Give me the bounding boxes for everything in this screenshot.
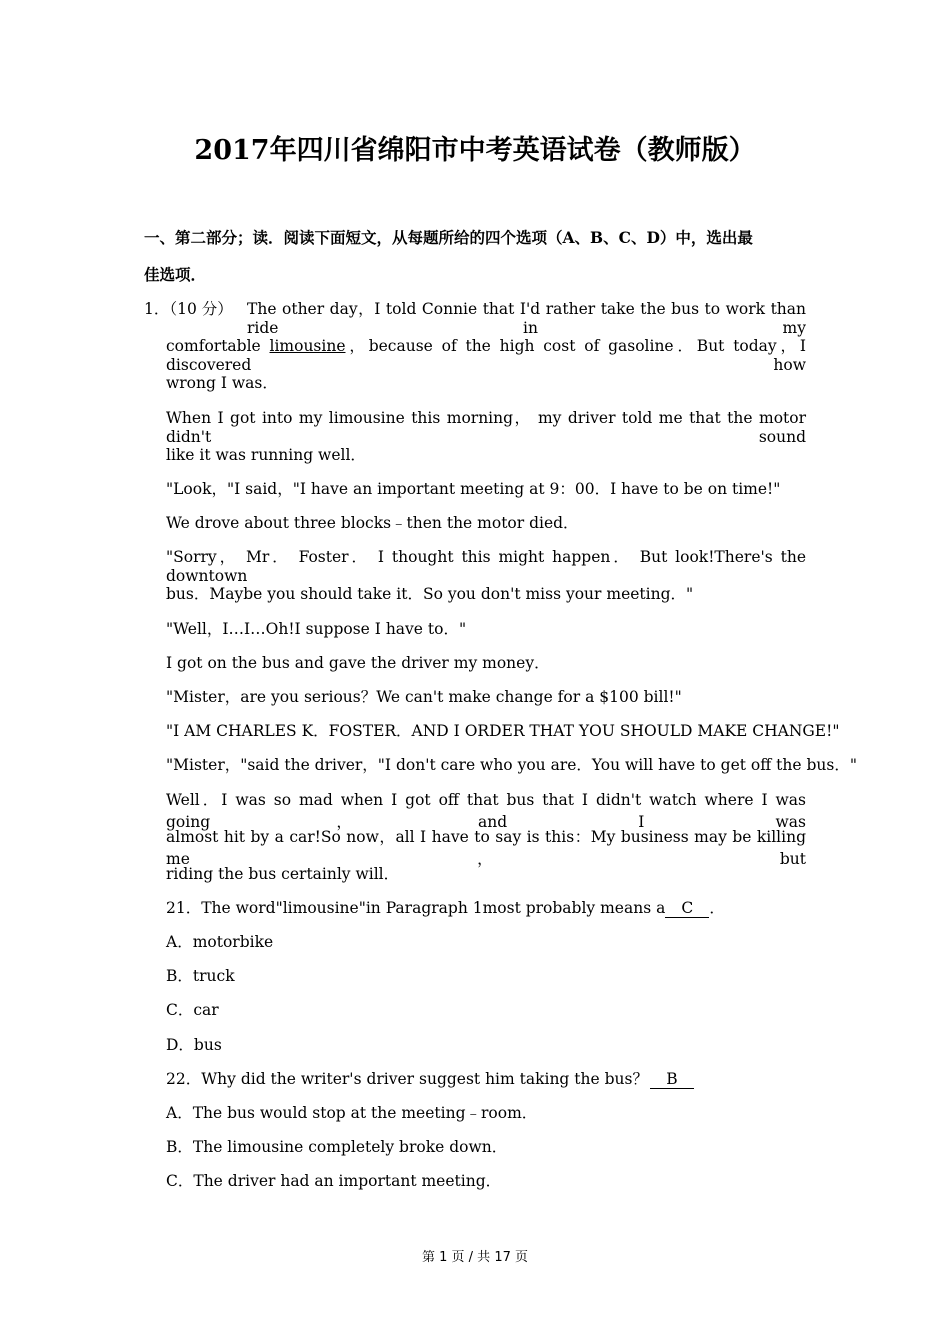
section-heading-line1: 一、第二部分；读．阅读下面短文，从每题所给的四个选项（A、B、C、D）中，选出最 (144, 228, 753, 247)
passage-line: We drove about three blocks﹣then the motor died． (166, 514, 579, 532)
passage-line: When I got into my limousine this morning， my driver told me that the motor didn't sound (166, 409, 806, 446)
passage-line: "Look，"I said，"I have an important meeting at 9：00．I have to be on time!" (166, 480, 781, 498)
option-a: A．The bus would stop at the meeting﹣room． (166, 1104, 538, 1122)
option-c: C．car (166, 1001, 219, 1019)
passage-line: riding the bus certainly will． (166, 865, 400, 883)
passage-line: bus．Maybe you should take it．So you don't miss your meeting．" (166, 585, 694, 603)
answer-blank: B (650, 1071, 694, 1089)
passage-line: "Mister，are you serious？We can't make change for a $100 bill!" (166, 688, 682, 706)
passage-text: comfortable (166, 337, 270, 355)
question-21-stem (166, 896, 806, 918)
question-stem-end: ． (709, 899, 725, 917)
passage-line: "Well，I…I…Oh!I suppose I have to．" (166, 620, 467, 638)
question-stem-text: 22．Why did the writer's driver suggest him taking the bus？ (166, 1070, 648, 1088)
question-22-stem (166, 1067, 806, 1089)
passage-line: wrong I was． (166, 374, 278, 392)
passage-line: "Mister，"said the driver，"I don't care who you are．You will have to get off the bus．" (166, 756, 857, 774)
underlined-word: limousine (269, 337, 346, 355)
passage-line: I got on the bus and gave the driver my money． (166, 654, 550, 672)
question-stem-text: 21．The word"limousine"in Paragraph 1most probably means a (166, 899, 666, 917)
passage-line: The other day，I told Connie that I'd rather take the bus to work than ride in my (247, 300, 806, 337)
passage-text: ，because of the high cost of gasoline．But today，I discovered how (166, 337, 807, 374)
option-a: A．motorbike (166, 933, 274, 951)
page-footer: 第 1 页 / 共 17 页 (422, 1250, 528, 1265)
passage-line: "Sorry， Mr． Foster． I thought this might happen． But look!There's the downtown (166, 548, 806, 585)
answer-blank: C (665, 900, 709, 918)
option-b: B．truck (166, 967, 235, 985)
section-heading-line2: 佳选项． (144, 265, 207, 284)
question-number-label: 1． (144, 300, 170, 318)
question-points: （10 分） (169, 300, 233, 318)
option-b: B．The limousine completely broke down． (166, 1138, 508, 1156)
passage-line: "I AM CHARLES K．FOSTER．AND I ORDER THAT YOU SHOULD MAKE CHANGE!" (166, 722, 840, 740)
passage-line: Well．I was so mad when I got off that bus that I didn't watch where I was going，and I was (166, 791, 806, 831)
option-d: D．bus (166, 1036, 222, 1054)
page-title: 2017年四川省绵阳市中考英语试卷（教师版） (194, 135, 756, 166)
passage-line: like it was running well． (166, 446, 366, 464)
passage-line: almost hit by a car!So now，all I have to say is this：My business may be killing me，but (166, 828, 806, 868)
option-c: C．The driver had an important meeting． (166, 1172, 502, 1190)
question-number (144, 297, 233, 319)
passage-line (166, 334, 806, 374)
